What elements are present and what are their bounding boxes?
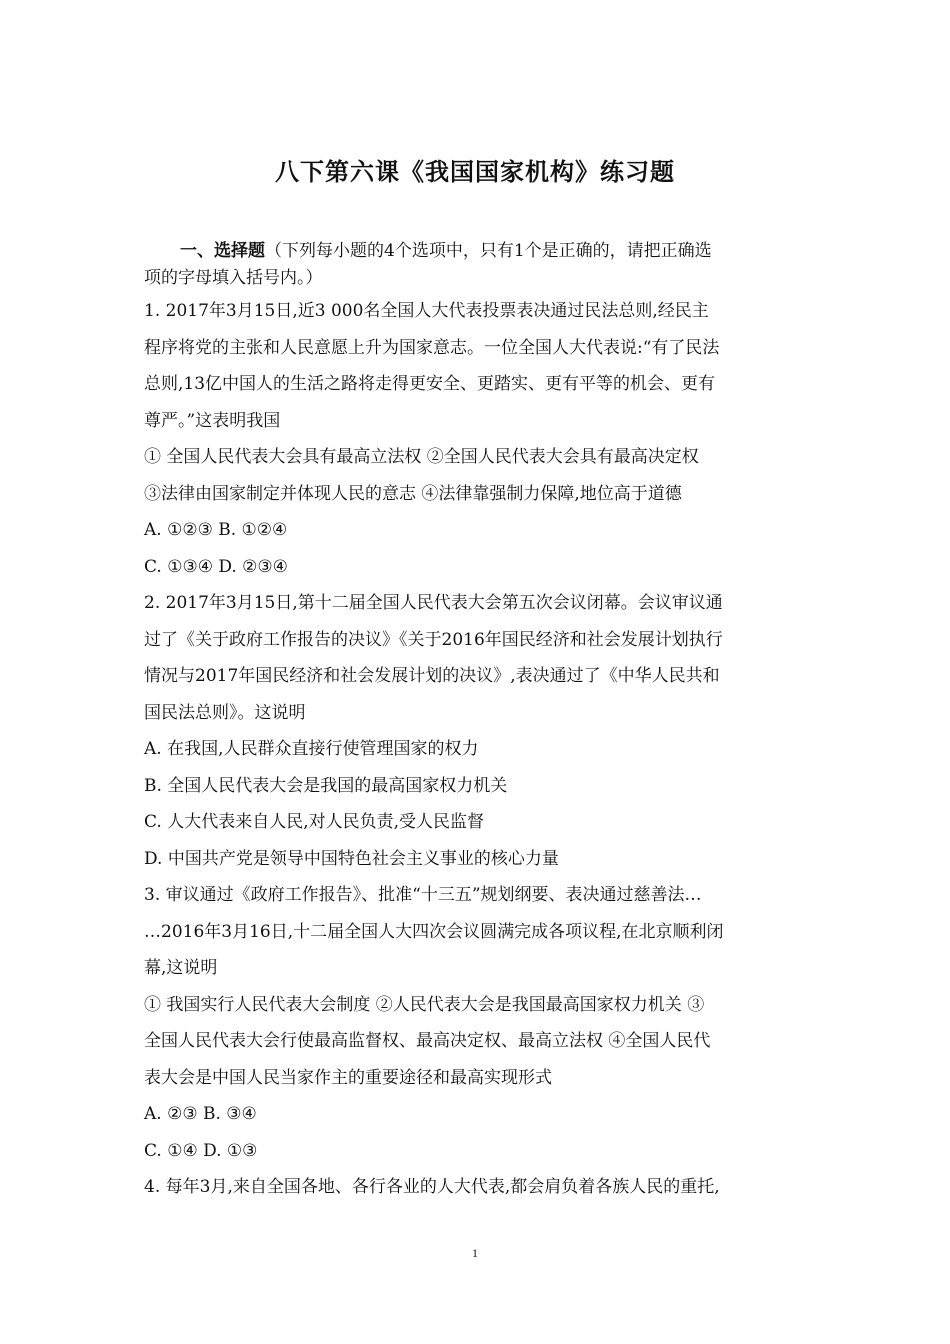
page-number: 1 — [472, 1246, 478, 1260]
text-line: 程序将党的主张和人民意愿上升为国家意志。一位全国人大代表说:“有了民法 — [144, 337, 720, 358]
option-line: B. 全国人民代表大会是我国的最高国家权力机关 — [144, 775, 508, 796]
option-line: D. 中国共产党是领导中国特色社会主义事业的核心力量 — [144, 848, 559, 869]
document-title: 八下第六课《我国国家机构》练习题 — [275, 158, 675, 186]
text-line: 情况与2017年国民经济和社会发展计划的决议》,表决通过了《中华人民共和 — [144, 666, 720, 686]
text-line: 3. 审议通过《政府工作报告》、批准“十三五”规划纲要、表决通过慈善法… — [144, 885, 702, 905]
text-line: 全国人民代表大会行使最高监督权、最高决定权、最高立法权 ④全国人民代 — [144, 1031, 711, 1051]
option-line: C. ①④ D. ①③ — [144, 1140, 258, 1161]
option-line: C. ①③④ D. ②③④ — [144, 556, 288, 577]
text-line: ① 我国实行人民代表大会制度 ②人民代表大会是我国最高国家权力机关 ③ — [144, 994, 705, 1015]
text-line: 幕,这说明 — [144, 958, 218, 978]
text-line: 2. 2017年3月15日,第十二届全国人民代表大会第五次会议闭幕。会议审议通 — [144, 593, 723, 613]
text-line: 尊严。”这表明我国 — [144, 410, 281, 431]
section-heading — [144, 238, 808, 292]
text-line: 过了《关于政府工作报告的决议》《关于2016年国民经济和社会发展计划执行 — [144, 629, 723, 650]
text-line: 总则,13亿中国人的生活之路将走得更安全、更踏实、更有平等的机会、更有 — [144, 374, 716, 394]
option-line: A. ①②③ B. ①②④ — [144, 520, 288, 540]
text-line: 1. 2017年3月15日,近3 000名全国人大代表投票表决通过民法总则,经民主 — [144, 301, 709, 321]
option-line: A. ②③ B. ③④ — [144, 1104, 257, 1124]
section-instruction-2: 项的字母填入括号内。） — [144, 268, 323, 288]
text-line: ③法律由国家制定并体现人民的意志 ④法律靠强制力保障,地位高于道德 — [144, 483, 682, 504]
text-line: ① 全国人民代表大会具有最高立法权 ②全国人民代表大会具有最高决定权 — [144, 447, 699, 467]
text-line: 4. 每年3月,来自全国各地、各行各业的人大代表,都会肩负着各族人民的重托, — [144, 1177, 720, 1197]
section-title: 一、选择题 — [180, 241, 265, 261]
text-line: 表大会是中国人民当家作主的重要途径和最高实现形式 — [144, 1067, 552, 1088]
option-line: C. 人大代表来自人民,对人民负责,受人民监督 — [144, 812, 485, 832]
text-line: …2016年3月16日,十二届全国人大四次会议圆满完成各项议程,在北京顺利闭 — [144, 921, 724, 942]
text-line: 国民法总则》。这说明 — [144, 702, 306, 723]
document-body — [144, 238, 808, 1206]
section-instruction-1: （下列每小题的4个选项中，只有1个是正确的，请把正确选 — [265, 241, 712, 261]
option-line: A. 在我国,人民群众直接行使管理国家的权力 — [144, 739, 479, 759]
